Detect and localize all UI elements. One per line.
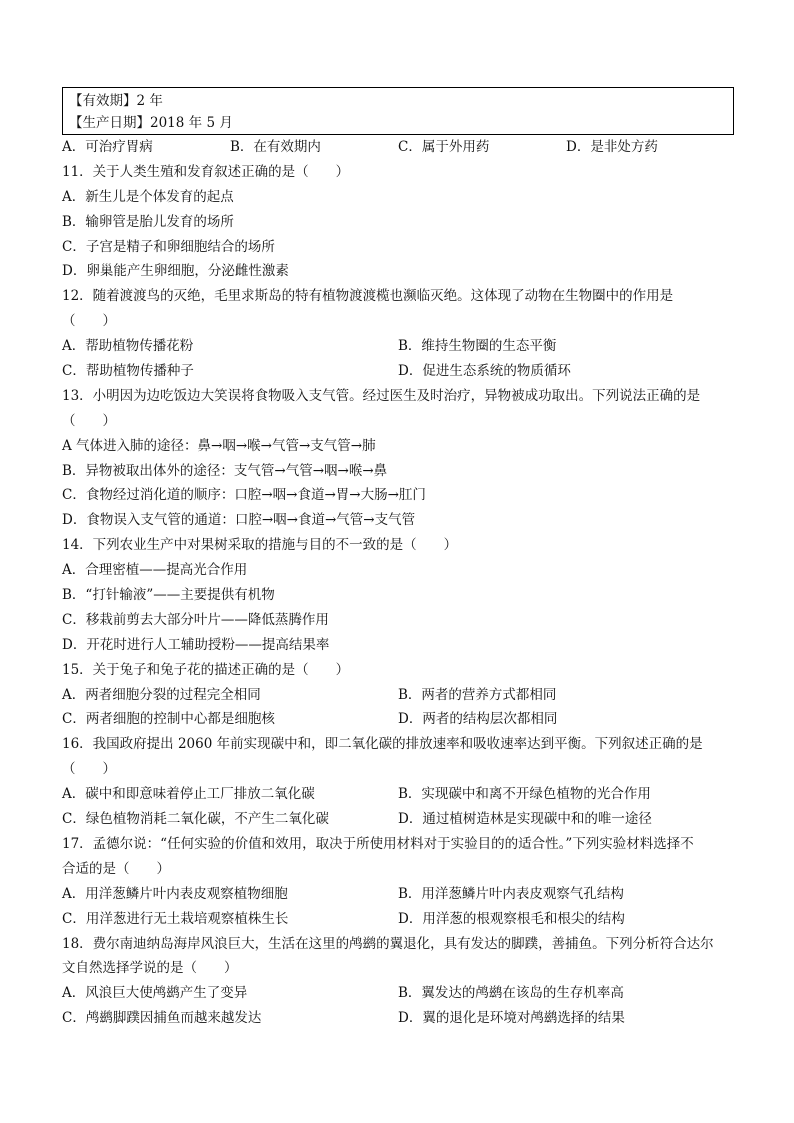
q17-stem-cont: 合适的是（ ） [62, 860, 170, 877]
q14-stem: 14．下列农业生产中对果树采取的措施与目的不一致的是（ ） [62, 537, 458, 554]
q12-option-a: A．帮助植物传播花粉 [62, 338, 194, 355]
q10-option-d: D．是非处方药 [566, 139, 658, 155]
q11-option-c: C．子宫是精子和卵细胞结合的场所 [62, 238, 275, 255]
q15-option-b: B．两者的营养方式都相同 [398, 686, 557, 703]
q12-options-row2 [62, 359, 734, 384]
q12-option-d: D．促进生态系统的物质循环 [398, 363, 571, 380]
q16-stem: 16．我国政府提出 2060 年前实现碳中和，即二氧化碳的排放速率和吸收速率达到平衡。下列叙述正确的是 [62, 736, 703, 753]
q13-stem: 13．小明因为边吃饭边大笑误将食物吸入支气管。经过医生及时治疗，异物被成功取出。下列说法正确的是 [62, 387, 701, 404]
q18-option-b: B．翼发达的鸬鹚在该岛的生存机率高 [398, 985, 624, 1002]
q13-stem-cont: （ ） [62, 412, 116, 429]
q18-option-d: D．翼的退化是环境对鸬鹚选择的结果 [398, 1010, 625, 1027]
q14-option-d: D．开花时进行人工辅助授粉——提高结果率 [62, 636, 330, 653]
q16-option-a: A．碳中和即意味着停止工厂排放二氧化碳 [62, 786, 315, 803]
q18-option-c: C．鸬鹚脚蹼因捕鱼而越来越发达 [62, 1010, 262, 1027]
q13-option-b: B．异物被取出体外的途径：支气管→气管→咽→喉→鼻 [62, 462, 388, 479]
q17-option-c: C．用洋葱进行无土栽培观察植株生长 [62, 910, 289, 927]
q12-option-b: B．维持生物圈的生态平衡 [398, 338, 557, 355]
q10-option-a: A．可治疗胃病 [62, 139, 153, 155]
q18-options-row2 [62, 1006, 734, 1031]
q14-option-a: A．合理密植——提高光合作用 [62, 562, 248, 579]
q12-stem: 12．随着渡渡鸟的灭绝，毛里求斯岛的特有植物渡渡榄也濒临灭绝。这体现了动物在生物圈中的作用是 [62, 288, 674, 305]
q17-options-row2 [62, 907, 734, 932]
q17-stem: 17．孟德尔说：“任何实验的价值和效用，取决于所使用材料对于实验目的的适合性。”下列实验材料选择不 [62, 835, 694, 852]
medicine-label-box [62, 87, 734, 135]
q11-option-a: A．新生儿是个体发育的起点 [62, 188, 234, 205]
q15-stem: 15．关于兔子和兔子花的描述正确的是（ ） [62, 661, 350, 678]
q17-options-row1 [62, 882, 734, 907]
q16-option-c: C．绿色植物消耗二氧化碳，不产生二氧化碳 [62, 811, 329, 828]
q13-option-d: D．食物误入支气管的通道：口腔→咽→食道→气管→支气管 [62, 512, 416, 529]
q18-stem-cont: 文自然选择学说的是（ ） [62, 960, 238, 977]
exam-page [62, 87, 734, 1031]
q15-options-row1 [62, 683, 734, 708]
q12-stem-cont: （ ） [62, 313, 116, 330]
q10-option-b: B．在有效期内 [230, 139, 321, 155]
q11-stem: 11．关于人类生殖和发育叙述正确的是（ ） [62, 163, 350, 180]
q18-option-a: A．风浪巨大使鸬鹚产生了变异 [62, 985, 248, 1002]
q17-option-a: A．用洋葱鳞片叶内表皮观察植物细胞 [62, 885, 288, 902]
q12-option-c: C．帮助植物传播种子 [62, 363, 194, 380]
q15-option-c: C．两者细胞的控制中心都是细胞核 [62, 711, 275, 728]
q18-stem: 18．费尔南迪纳岛海岸风浪巨大，生活在这里的鸬鹚的翼退化，具有发达的脚蹼，善捕鱼。下列分析符合达尔 [62, 935, 714, 952]
q15-option-d: D．两者的结构层次都相同 [398, 711, 558, 728]
q18-options-row1 [62, 981, 734, 1006]
q14-option-c: C．移栽前剪去大部分叶片——降低蒸腾作用 [62, 611, 329, 628]
q17-option-b: B．用洋葱鳞片叶内表皮观察气孔结构 [398, 885, 624, 902]
q13-option-c: C．食物经过消化道的顺序：口腔→咽→食道→胃→大肠→肛门 [62, 487, 426, 504]
q16-stem-cont: （ ） [62, 761, 116, 778]
q17-option-d: D．用洋葱的根观察根毛和根尖的结构 [398, 910, 625, 927]
validity-line: 【有效期】2 年 [69, 93, 163, 109]
q10-option-c: C．属于外用药 [398, 139, 490, 155]
q15-option-a: A．两者细胞分裂的过程完全相同 [62, 686, 261, 703]
q11-option-b: B．输卵管是胎儿发育的场所 [62, 213, 234, 230]
q11-option-d: D．卵巢能产生卵细胞，分泌雌性激素 [62, 263, 289, 280]
q16-option-b: B．实现碳中和离不开绿色植物的光合作用 [398, 786, 651, 803]
q12-options-row1 [62, 334, 734, 359]
q16-options-row2 [62, 807, 734, 832]
q16-options-row1 [62, 782, 734, 807]
q14-option-b: B．“打针输液”——主要提供有机物 [62, 587, 275, 604]
q10-options [62, 135, 734, 160]
production-date-line: 【生产日期】2018 年 5 月 [69, 115, 233, 131]
q15-options-row2 [62, 707, 734, 732]
q16-option-d: D．通过植树造林是实现碳中和的唯一途径 [398, 811, 652, 828]
q13-option-a: A 气体进入肺的途径：鼻→咽→喉→气管→支气管→肺 [62, 437, 376, 454]
